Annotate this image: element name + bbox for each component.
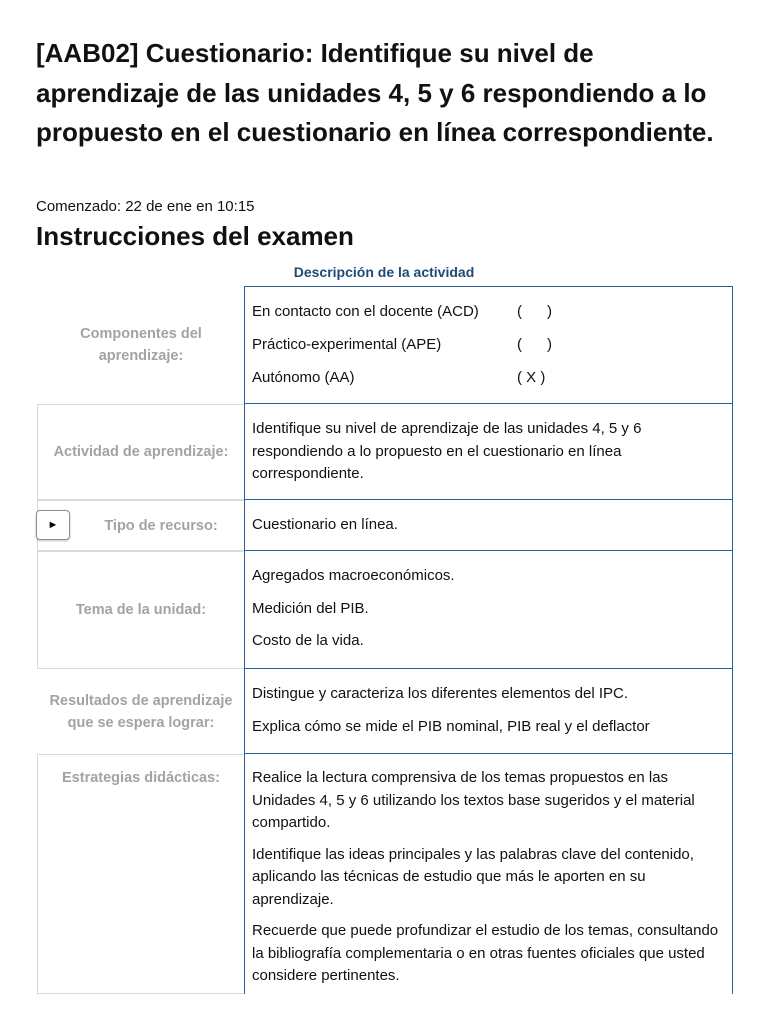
resultados-item: Distingue y caracteriza los diferentes elementos del IPC. — [252, 685, 629, 702]
play-icon: ► — [47, 519, 59, 531]
estrategias-item: Identifique las ideas principales y las palabras clave del contenido, aplicando las técnicas de estudio que más le aporten en su aprendizaje. — [252, 845, 694, 908]
resultados-label: Resultados de aprendizaje que se espera lograr: — [49, 692, 233, 731]
estrategias-label: Estrategias didácticas: — [37, 754, 244, 994]
instructions-heading: Instrucciones del examen — [36, 221, 354, 251]
componentes-cell — [244, 286, 733, 404]
estrategias-cell — [244, 754, 733, 994]
componentes-item-aa: Autónomo (AA) — [252, 369, 355, 386]
recurso-cell — [244, 500, 733, 551]
estrategias-item: Realice la lectura comprensiva de los temas propuestos en las Unidades 4, 5 y 6 utilizando los textos base sugeridos y el material compartido. — [252, 769, 695, 831]
componentes-item-acd: En contacto con el docente (ACD) — [252, 303, 479, 320]
tema-cell — [244, 551, 733, 669]
table-caption: Descripción de la actividad — [293, 264, 475, 280]
resultados-cell — [244, 669, 733, 754]
tema-item: Medición del PIB. — [252, 599, 369, 617]
estrategias-item: Recuerde que puede profundizar el estudio de los temas, consultando la bibliografía complementaria o en otras fuentes oficiales que usted considere pertinentes. — [252, 922, 719, 984]
started-timestamp: Comenzado: 22 de ene en 10:15 — [36, 198, 255, 215]
page-title: [AAB02] Cuestionario: Identifique su nivel de aprendizaje de las unidades 4, 5 y 6 respondiendo a lo propuesto en el cuestionario en línea correspondiente. — [36, 38, 714, 147]
recurso-text: Cuestionario en línea. — [252, 516, 398, 533]
tema-item: Costo de la vida. — [252, 632, 364, 649]
recurso-label: Tipo de recurso: — [37, 500, 244, 551]
actividad-cell — [244, 404, 733, 500]
componentes-item-ape: Práctico-experimental (APE) — [252, 336, 442, 353]
componentes-mark-ape: ( ) — [517, 336, 552, 353]
componentes-mark-aa: ( X ) — [517, 369, 546, 386]
actividad-label: Actividad de aprendizaje: — [37, 404, 244, 500]
tema-item: Agregados macroeconómicos. — [252, 567, 455, 584]
actividad-text: Identifique su nivel de aprendizaje de las unidades 4, 5 y 6 respondiendo a lo propuesto en el cuestionario en línea correspondiente. — [252, 420, 642, 482]
tema-label: Tema de la unidad: — [37, 551, 244, 669]
componentes-mark-acd: ( ) — [517, 303, 552, 320]
play-button[interactable] — [36, 510, 70, 540]
componentes-label: Componentes del aprendizaje: — [80, 326, 202, 364]
resultados-item: Explica cómo se mide el PIB nominal, PIB real y el deflactor — [252, 717, 650, 735]
